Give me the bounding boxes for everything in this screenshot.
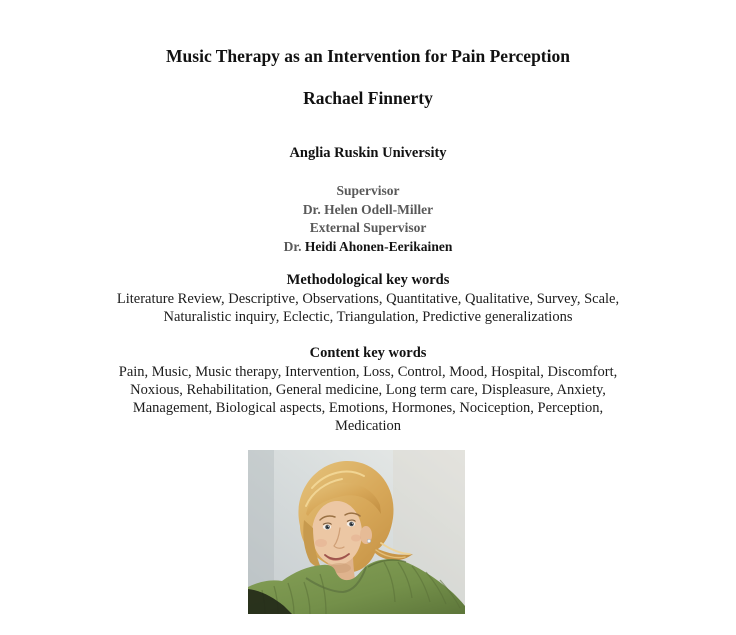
external-supervisor-label: External Supervisor — [309, 220, 427, 235]
supervisor-label: Supervisor — [336, 183, 400, 198]
content-keywords-list — [0, 363, 736, 435]
content-keywords-line: Noxious, Rehabilitation, General medicine, Long term care, Displeasure, Anxiety, — [130, 382, 606, 398]
content-keywords-line: Medication — [334, 418, 402, 434]
author-portrait-photo — [248, 450, 465, 614]
content-keywords-heading: Content key words — [309, 345, 427, 361]
content-keywords-line: Pain, Music, Music therapy, Intervention, Loss, Control, Mood, Hospital, Discomfort, — [118, 364, 618, 380]
author-name: Rachael Finnerty — [303, 88, 433, 108]
document-title: Music Therapy as an Intervention for Pain Perception — [166, 46, 570, 66]
portrait-illustration — [248, 450, 465, 614]
supervision-block — [0, 182, 736, 256]
methodological-keywords-list — [0, 290, 736, 326]
external-supervisor-name — [0, 238, 736, 257]
methodological-keywords-line: Literature Review, Descriptive, Observations, Quantitative, Qualitative, Survey, Scale, — [116, 291, 620, 307]
methodological-keywords-line: Naturalistic inquiry, Eclectic, Triangulation, Predictive generalizations — [163, 309, 573, 325]
university-name: Anglia Ruskin University — [289, 145, 447, 161]
external-supervisor-fullname: Heidi Ahonen-Eerikainen — [304, 238, 453, 254]
external-supervisor-prefix: Dr. — [283, 238, 305, 254]
methodological-keywords-heading: Methodological key words — [286, 272, 450, 288]
supervisor-name: Dr. Helen Odell-Miller — [302, 201, 434, 217]
content-keywords-line: Management, Biological aspects, Emotions, Hormones, Nociception, Perception, — [132, 400, 604, 416]
